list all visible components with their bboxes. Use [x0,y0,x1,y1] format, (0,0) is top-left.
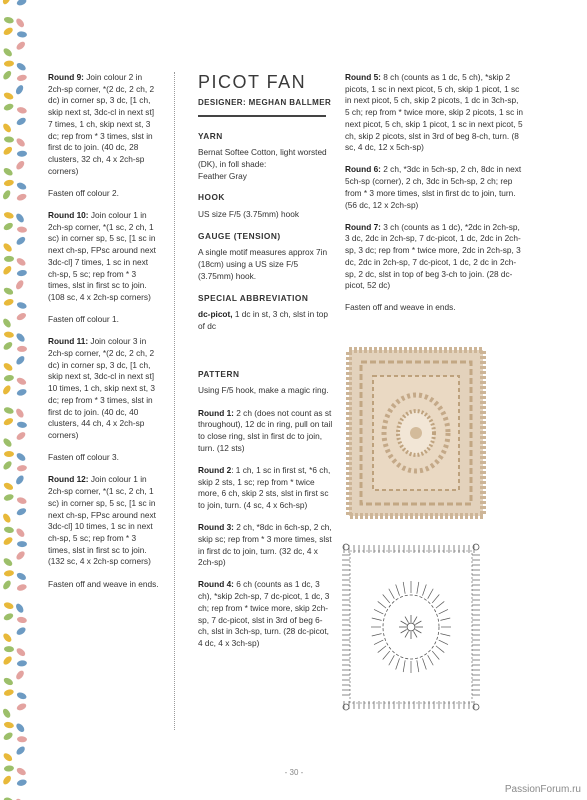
chart-stitch-round-4 [396,658,400,669]
border-petal [2,774,13,786]
border-petal [4,136,15,143]
border-petal [15,257,27,268]
border-petal [2,437,13,448]
border-petal [15,474,26,486]
crochet-stitch-chart [336,537,486,717]
chart-stitch-round-1 [405,631,409,637]
border-petal [2,340,14,351]
border-petal [3,612,15,622]
border-petal [2,145,14,156]
chart-stitch-round-4 [383,651,390,659]
border-petal [16,496,27,505]
column-middle [198,72,333,660]
border-petal [2,632,13,643]
border-petal [15,17,26,29]
border-petal [2,460,13,471]
border-petal [3,374,14,382]
column-divider [174,72,175,730]
chart-stitch-round-4 [403,582,405,594]
round-12: Round 12: Join colour 1 in 2ch-sp corner, *(1 sc, 2 ch, 1 sc) in corner sp, 5 sc, [1 sc in next ch-sp, FPsc around next 3dc-cl] 10 times, 1 sc in next ch-sp, 5 sc; rep from * 3 times, slst in first sc to join. (132 sc, 4 x 2ch-sp corners) [48,474,156,567]
border-petal [14,84,24,96]
border-petal [3,16,14,24]
border-petal [15,235,27,246]
border-petal [17,421,28,428]
border-petal [3,526,14,534]
border-petal [4,451,14,457]
chart-stitch-round-1 [414,617,418,623]
abbreviation-details: dc-picot, 1 dc in st, 3 ch, slst in top of dc [198,309,329,331]
chart-stitch-round-4 [432,651,439,659]
round-7: Round 7: 3 ch (counts as 1 dc), *2dc in 2ch-sp, 3 dc, 2dc in 2ch-sp, 7 dc-picot, 1 dc, 2dc in 2ch-sp, 3 dc; rep from * twice more, 2dc in 2ch-sp, 3 dc, 2dc in 2ch-sp, 7 dc-picot, 1 dc, 2 dc in 2ch-sp, 2 dc, slst in top of beg 3-ch to join. (28 dc-picot, 52 dc) [345,221,521,291]
border-petal [3,211,14,220]
border-petal [3,91,15,101]
border-petal [16,571,28,581]
round-3: Round 3: 2 ch, *8dc in 6ch-sp, 2 ch, skip sc; rep from * 3 more times, slst in first dc to join, turn. (32 dc, 4 x 2ch-sp) [198,522,332,568]
chart-stitch-round-1 [415,630,421,634]
border-petal [2,47,13,58]
chart-stitch-round-4 [378,601,386,608]
border-petal [3,221,15,231]
border-petal [1,0,11,5]
border-petal [4,60,14,67]
border-petal [16,301,27,310]
border-petal [3,286,15,296]
border-petal [2,242,13,253]
pattern-intro: Using F/5 hook, make a magic ring. [198,385,329,396]
chart-stitch-round-4 [378,646,386,653]
title-rule [198,115,326,117]
border-petal [15,527,26,538]
border-petal [2,731,14,742]
border-petal [4,646,14,652]
border-petal [15,626,27,637]
hook-details: US size F/5 (3.75mm) hook [198,209,299,220]
chart-stitch-round-1 [405,617,409,623]
page-number: - 30 - [284,768,304,777]
border-petal [16,193,27,202]
border-petal [16,181,28,191]
chart-stitch-round-4 [422,658,426,669]
chart-stitch-round-4 [403,660,405,672]
chart-stitch-round-4 [436,646,444,653]
border-petal [2,557,14,568]
chart-stitch-round-1 [414,631,418,637]
border-petal [15,159,26,170]
border-petal [16,0,28,7]
fasten-off-colour-3: Fasten off colour 3. [48,452,119,463]
chart-stitch-round-4 [432,594,439,602]
border-petal [15,431,27,442]
decorative-border [0,0,30,800]
border-petal [4,256,14,262]
chart-stitch-round-1 [401,621,407,625]
column-right [345,72,523,325]
border-petal [15,669,26,681]
site-watermark: PassionForum.ru [504,784,581,795]
border-petal [1,707,11,719]
border-petal [14,602,24,614]
border-petal [16,616,27,624]
round-9: Round 9: Join colour 2 in 2ch-sp corner, *(2 dc, 2 ch, 2 dc) in corner sp, 3 dc, [1 ch, skip next st, 3dc-cl in next st] 7 times, 1 ch, skip next st, 3 dc; rep from * 3 times, slst in first dc to join. (40 dc, 28 clusters, 32 ch, 4 x 2ch-sp corners) [48,72,155,176]
border-petal [14,279,24,291]
border-petal [15,40,26,51]
chart-stitch-round-4 [428,589,434,599]
border-petal [3,102,15,111]
fasten-off-colour-1: Fasten off colour 1. [48,314,119,325]
round-5: Round 5: 8 ch (counts as 1 dc, 5 ch), *skip 2 picots, 1 sc in next picot, 5 ch, skip 1 picot, 1 sc in next picot, 5 ch, skip 2 picots, 1 dc in 3ch-sp, 5 ch; rep from * twice more, skip 2 picots, 1 sc in next picot, 5 ch, skip 1 picot, 1 sc in next picot, 5 ch, skip 2 picots, slst in 3rd of beg 8-ch, turn. (8 sc, 4 dc, 12 x 5ch-sp) [345,72,523,153]
chart-stitch-round-4 [389,589,395,599]
chart-stitch-round-4 [396,585,400,596]
border-petal [2,317,13,329]
chart-stitch-round-4 [417,660,419,672]
border-petal [2,384,13,396]
chart-stitch-round-4 [417,582,419,594]
hook-heading: HOOK [198,192,225,203]
border-petal [17,226,28,233]
chart-stitch-round-4 [439,640,448,645]
border-petal [15,766,27,776]
border-petal [15,355,26,366]
chart-stitch-round-4 [440,618,450,620]
border-petal [3,721,14,729]
fasten-off-final-left: Fasten off and weave in ends. [48,578,159,589]
border-petal [16,269,27,277]
yarn-details: Bernat Softee Cotton, light worsted (DK), in foll shade: Feather Gray [198,147,333,182]
border-petal [3,298,14,307]
chart-stitch-round-4 [372,634,382,636]
border-petal [2,26,14,36]
border-petal [3,481,15,491]
chart-stitch-round-1 [401,630,407,634]
border-petal [3,796,15,800]
border-petal [2,122,13,134]
chart-stitch-round-4 [383,594,390,602]
border-petal [15,116,27,126]
border-petal [2,167,14,178]
yarn-heading: YARN [198,130,223,141]
border-petal [2,265,13,276]
chart-stitch-round-4 [389,655,395,665]
border-petal [15,550,26,561]
round-4: Round 4: 6 ch (counts as 1 dc, 3 ch), *skip 2ch-sp, 7 dc-picot, 1 dc, 3 ch; rep from * twice more, skip 2ch-sp, 7 dc-picot, slst in 3rd of beg 6-ch, slst in 3ch-sp, turn. (28 dc-picot, 4 dc, 4 x 3ch-sp) [198,579,330,648]
border-petal [4,765,15,772]
border-petal [2,655,13,666]
chart-stitch-round-4 [439,609,448,614]
border-petal [16,779,27,787]
border-petal [2,512,13,524]
border-petal [15,332,26,343]
border-petal [15,61,27,71]
crochet-motif-photo [343,342,489,524]
border-petal [2,752,14,763]
chart-stitch-round-1 [415,621,421,625]
designer-credit: DESIGNER: MEGHAN BALLMER [198,98,332,107]
chart-stitch-round-4 [436,601,444,608]
round-1: Round 1: 2 ch (does not count as st throughout), 12 dc in ring, pull on tail to close ring, slst in first dc to join, turn. (12 sts) [198,407,333,453]
border-petal [16,376,28,386]
border-petal [17,541,27,547]
fasten-off-colour-2: Fasten off colour 2. [48,187,119,198]
border-petal [3,601,14,610]
chart-stitch-round-4 [374,640,383,645]
round-6: Round 6: 2 ch, *3dc in 5ch-sp, 2 ch, 8dc in next 5ch-sp (corner), 2 ch, 3dc in 5ch-sp, 2 ch; rep from * 3 more times, slst in first dc to join, turn. (56 dc, 12 x 2ch-sp) [345,164,522,210]
page-title: PICOT FAN [198,72,307,92]
border-petal [3,406,14,415]
border-petal [15,407,26,419]
border-petal [15,212,26,224]
border-petal [15,452,27,463]
chart-stitch-round-4 [428,655,434,665]
border-petal [3,179,14,187]
border-petal [3,676,15,686]
yarn-shade: Feather Gray [198,170,247,181]
chart-magic-ring [407,623,415,631]
border-petal [4,570,15,577]
border-petal [16,106,27,114]
chart-stitch-round-4 [374,609,383,614]
border-petal [2,579,13,591]
border-petal [15,745,26,756]
border-petal [2,362,14,373]
border-petal [16,702,28,712]
border-petal [15,137,26,148]
chart-outer-round [350,551,472,703]
border-petal [4,331,15,338]
border-petal [15,722,26,733]
column-left [48,72,160,601]
border-petal [17,660,28,667]
border-petal [16,691,27,700]
border-petal [16,312,28,322]
border-petal [16,507,28,517]
chart-stitch-round-4 [440,634,450,636]
border-petal [1,189,11,201]
border-petal [17,736,27,743]
border-petal [17,464,28,471]
border-petal [16,74,27,82]
border-petal [16,388,27,397]
border-petal [16,583,27,592]
border-petal [17,346,27,352]
round-10: Round 10: Join colour 1 in 2ch-sp corner, *(1 sc, 2 ch, 1 sc) in corner sp, 5 sc, [1 sc in next ch-sp, FPsc around next 3dc-cl] 7 times, 1 sc in next ch-sp, 5 sc; rep from * 3 times, slst in first sc to join. (108 sc, 4 x 2ch-sp corners) [48,210,156,302]
border-petal [15,647,27,658]
gauge-details: A single motif measures approx 7in (18cm) using a US size F/5 (3.75mm) hook. [198,247,328,281]
border-petal [3,493,14,502]
chart-stitch-round-4 [422,585,426,596]
fasten-off-final-right: Fasten off and weave in ends. [345,302,456,313]
chart-round-3 [383,595,439,659]
border-petal [2,69,13,81]
border-petal [3,417,15,427]
border-petal [17,31,27,38]
round-2: Round 2: 1 ch, 1 sc in first st, *6 ch, skip 2 sts, 1 sc; rep from * twice more, 6 ch, skip 2 sts, slst in first sc to join, turn. (4 sc, 4 x 6ch-sp) [198,464,331,510]
border-petal [2,536,14,547]
border-petal [17,150,27,157]
pattern-heading: PATTERN [198,368,240,379]
abbreviation-heading: SPECIAL ABBREVIATION [198,292,309,303]
gauge-heading: GAUGE (TENSION) [198,230,281,241]
border-petal [3,688,14,697]
chart-stitch-round-4 [372,618,382,620]
round-11: Round 11: Join colour 3 in 2ch-sp corner, *(2 dc, 2 ch, 2 dc) in corner sp, 3 dc, [1 ch, skip next st, 3dc-cl in next st] 10 times, 1 ch, skip next st, 3 dc; rep from * 3 times, slst in first dc to join. (40 dc, 40 clusters, 44 ch, 4 x 2ch-sp corners) [48,336,155,440]
